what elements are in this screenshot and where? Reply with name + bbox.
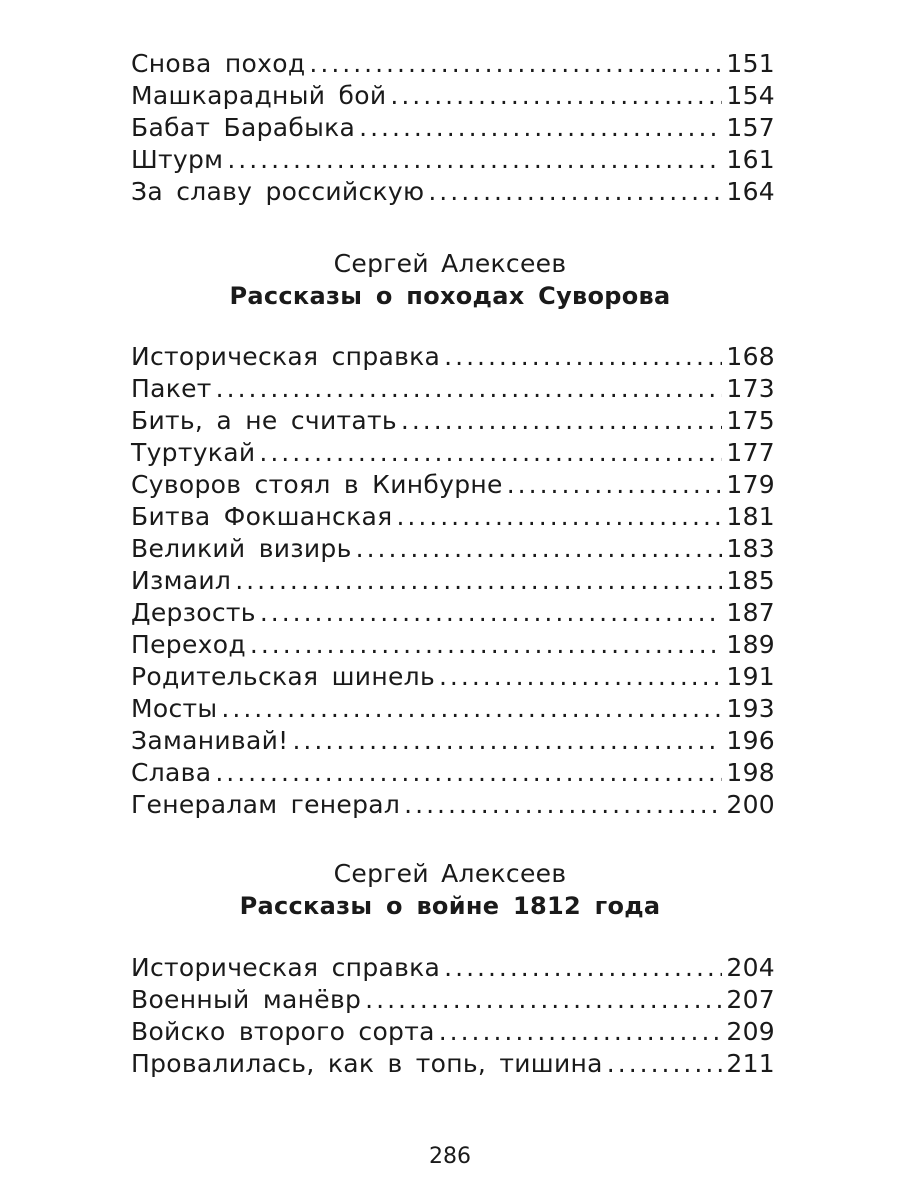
section-author: Сергей Алексеев <box>333 859 567 888</box>
toc-entry <box>131 501 775 533</box>
dot-leader <box>356 533 723 565</box>
toc-entry-title: Родительская шинель <box>131 662 435 691</box>
dot-leader <box>439 1016 723 1048</box>
toc-entry <box>131 693 775 725</box>
toc-entry-title: Великий визирь <box>131 534 352 563</box>
toc-entry-page: 191 <box>726 662 775 691</box>
dot-leader <box>259 437 722 469</box>
toc-entry-page: 154 <box>726 81 775 110</box>
dot-leader <box>439 661 722 693</box>
toc-entry-title: Историческая справка <box>131 342 441 371</box>
toc-list-continued <box>131 48 775 208</box>
toc-entry <box>131 405 775 437</box>
toc-entry-page: 196 <box>726 726 775 755</box>
toc-entry <box>131 725 775 757</box>
toc-entry-title: Провалилась, как в топь, тишина <box>131 1049 603 1078</box>
toc-entry-page: 168 <box>726 342 775 371</box>
toc-entry <box>131 80 775 112</box>
dot-leader <box>444 341 722 373</box>
toc-entry <box>131 533 775 565</box>
toc-entry <box>131 112 775 144</box>
toc-entry-title: Машкарадный бой <box>131 81 387 110</box>
toc-entry-title: Битва Фокшанская <box>131 502 393 531</box>
dot-leader <box>401 405 723 437</box>
toc-entry <box>131 341 775 373</box>
toc-entry-page: 185 <box>726 566 775 595</box>
toc-list-suvorov <box>131 341 775 821</box>
toc-list-1812 <box>131 952 775 1080</box>
toc-entry-title: Дерзость <box>131 598 256 627</box>
toc-entry <box>131 952 775 984</box>
toc-entry-page: 209 <box>726 1017 775 1046</box>
section-heading-suvorov <box>0 248 900 312</box>
toc-entry-page: 187 <box>726 598 775 627</box>
toc-entry <box>131 1016 775 1048</box>
toc-entry <box>131 437 775 469</box>
toc-entry-title: За славу российскую <box>131 177 425 206</box>
toc-entry-page: 204 <box>726 953 775 982</box>
toc-entry <box>131 144 775 176</box>
toc-entry-title: Штурм <box>131 145 224 174</box>
toc-entry <box>131 176 775 208</box>
toc-entry-title: Пакет <box>131 374 212 403</box>
dot-leader <box>507 469 723 501</box>
toc-entry <box>131 373 775 405</box>
toc-entry-title: Бабат Барабыка <box>131 113 356 142</box>
toc-entry-title: Бить, а не считать <box>131 406 397 435</box>
toc-entry-page: 177 <box>726 438 775 467</box>
toc-entry <box>131 469 775 501</box>
toc-entry-title: Туртукай <box>131 438 256 467</box>
toc-entry-page: 164 <box>726 177 775 206</box>
toc-entry-page: 179 <box>726 470 775 499</box>
toc-entry-page: 161 <box>726 145 775 174</box>
toc-entry-title: Слава <box>131 758 212 787</box>
toc-entry-title: Переход <box>131 630 246 659</box>
toc-entry-page: 173 <box>726 374 775 403</box>
toc-entry <box>131 629 775 661</box>
dot-leader <box>216 373 723 405</box>
dot-leader <box>309 48 722 80</box>
toc-entry-page: 207 <box>726 985 775 1014</box>
toc-entry <box>131 1048 775 1080</box>
dot-leader <box>404 789 722 821</box>
dot-leader <box>396 501 722 533</box>
toc-entry-page: 151 <box>726 49 775 78</box>
toc-entry-page: 189 <box>726 630 775 659</box>
dot-leader <box>428 176 722 208</box>
dot-leader <box>227 144 722 176</box>
toc-entry-title: Измаил <box>131 566 232 595</box>
toc-entry <box>131 757 775 789</box>
toc-entry <box>131 661 775 693</box>
section-title: Рассказы о войне 1812 года <box>239 892 661 920</box>
toc-entry-page: 183 <box>726 534 775 563</box>
toc-entry-title: Снова поход <box>131 49 306 78</box>
dot-leader <box>221 693 722 725</box>
section-title: Рассказы о походах Суворова <box>229 282 671 310</box>
dot-leader <box>250 629 722 661</box>
dot-leader <box>359 112 722 144</box>
toc-entry-page: 181 <box>726 502 775 531</box>
dot-leader <box>292 725 722 757</box>
toc-entry <box>131 597 775 629</box>
dot-leader <box>235 565 722 597</box>
toc-entry-page: 157 <box>726 113 775 142</box>
page-number: 286 <box>429 1144 471 1169</box>
section-author: Сергей Алексеев <box>333 249 567 278</box>
toc-entry <box>131 789 775 821</box>
dot-leader <box>444 952 722 984</box>
toc-entry-title: Заманивай! <box>131 726 289 755</box>
toc-entry-page: 198 <box>726 758 775 787</box>
toc-entry-page: 200 <box>726 790 775 819</box>
toc-entry-title: Историческая справка <box>131 953 441 982</box>
toc-entry-title: Генералам генерал <box>131 790 401 819</box>
toc-entry-title: Мосты <box>131 694 218 723</box>
dot-leader <box>607 1048 723 1080</box>
dot-leader <box>215 757 722 789</box>
toc-entry-page: 193 <box>726 694 775 723</box>
toc-entry <box>131 565 775 597</box>
toc-entry-title: Военный манёвр <box>131 985 362 1014</box>
toc-entry <box>131 48 775 80</box>
toc-entry-title: Войско второго сорта <box>131 1017 435 1046</box>
toc-entry-title: Суворов стоял в Кинбурне <box>131 470 503 499</box>
dot-leader <box>390 80 722 112</box>
section-heading-1812 <box>0 858 900 922</box>
toc-entry <box>131 984 775 1016</box>
toc-entry-page: 211 <box>726 1049 775 1078</box>
dot-leader <box>260 597 723 629</box>
dot-leader <box>365 984 722 1016</box>
toc-entry-page: 175 <box>726 406 775 435</box>
